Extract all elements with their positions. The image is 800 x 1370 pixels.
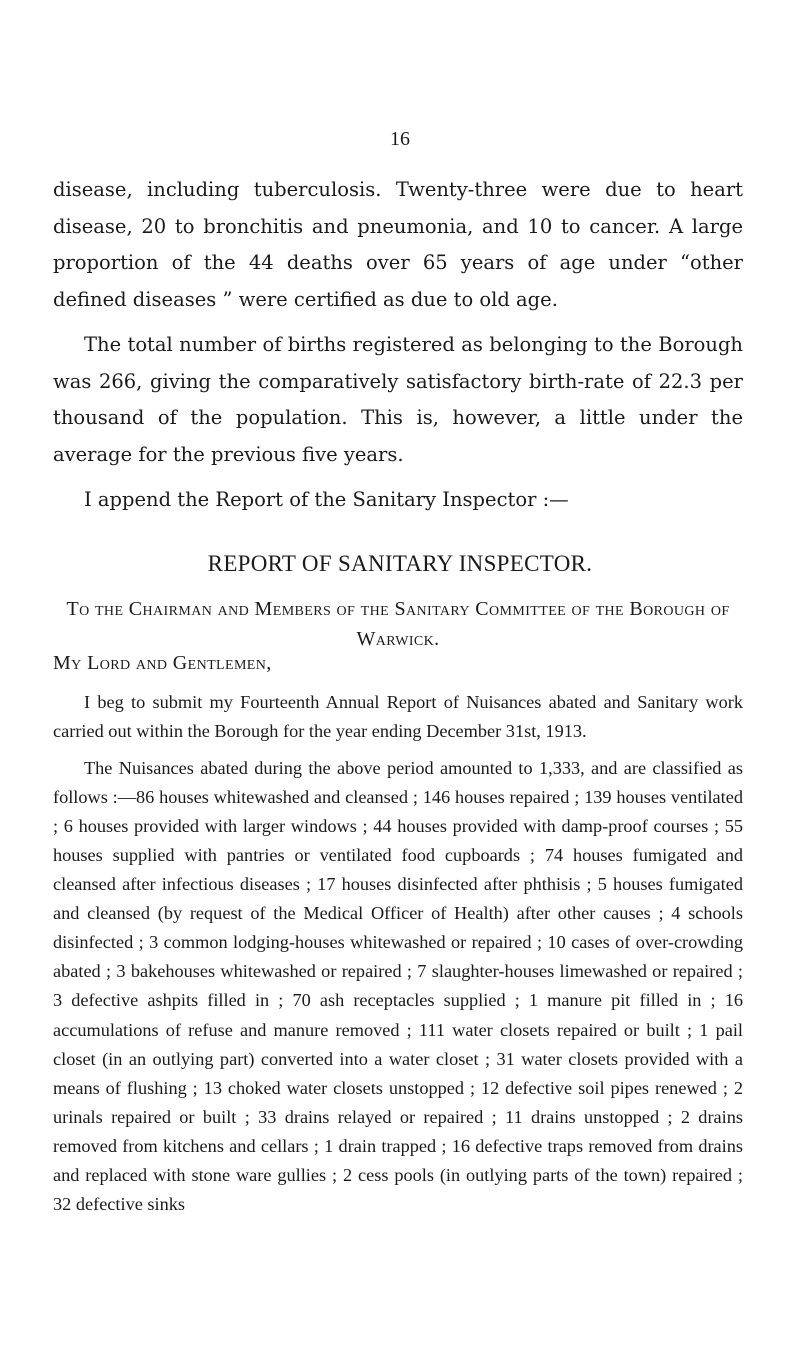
report-addressee: To the Chairman and Members of the Sanitary Committee of the Borough of Warwick.: [66, 598, 730, 650]
intro-paragraph-1: disease, including tuberculosis. Twenty-three were due to heart disease, 20 to bronchitis and pneumonia, and 10 to cancer. A large proportion of the 44 deaths over 65 years of age under “other defined diseases ” were certified as due to old age.: [53, 178, 743, 311]
report-title: REPORT OF SANITARY INSPECTOR.: [207, 551, 593, 576]
report-body: [53, 688, 743, 1219]
report-paragraph-2: The Nuisances abated during the above period amounted to 1,333, and are classified as follows :—86 houses whitewashed and cleansed ; 146 houses repaired ; 139 houses ventilated ; 6 houses provided with larger windows ; 44 houses provided with damp-proof courses ; 55 houses supplied with pantries or ventilated food cupboards ; 74 houses fumigated and cleansed after infectious diseases ; 17 houses disinfected after phthisis ; 5 houses fumigated and cleansed (by request of the Medical Officer of Health) after other causes ; 4 schools disinfected ; 3 common lodging-houses whitewashed or repaired ; 10 cases of over-crowding abated ; 3 bakehouses whitewashed or repaired ; 7 slaughter-houses limewashed or repaired ; 3 defective ashpits filled in ; 70 ash receptacles supplied ; 1 manure pit filled in ; 16 accumulations of refuse and manure removed ; 111 water closets repaired or built ; 1 pail closet (in an outlying part) converted into a water closet ; 31 water closets provided with a means of flushing ; 13 choked water closets unstopped ; 12 defective soil pipes renewed ; 2 urinals repaired or built ; 33 drains relayed or repaired ; 11 drains unstopped ; 2 drains removed from kitchens and cellars ; 1 drain trapped ; 16 defective traps removed from drains and replaced with stone ware gullies ; 2 cess pools (in outlying parts of the town) repaired ; 32 defective sinks: [53, 758, 743, 1214]
intro-paragraph-3: I append the Report of the Sanitary Inspector :—: [84, 488, 569, 511]
page-number: 16: [390, 128, 410, 150]
intro-paragraph-2: The total number of births registered as belonging to the Borough was 266, giving the comparatively satisfactory birth-rate of 22.3 per thousand of the population. This is, however, a little under the average for the previous five years.: [53, 333, 743, 466]
report-paragraph-1: I beg to submit my Fourteenth Annual Report of Nuisances abated and Sanitary work carried out within the Borough for the year ending December 31st, 1913.: [53, 692, 743, 742]
intro-section: [53, 172, 743, 519]
report-salutation: My Lord and Gentlemen,: [53, 652, 272, 674]
